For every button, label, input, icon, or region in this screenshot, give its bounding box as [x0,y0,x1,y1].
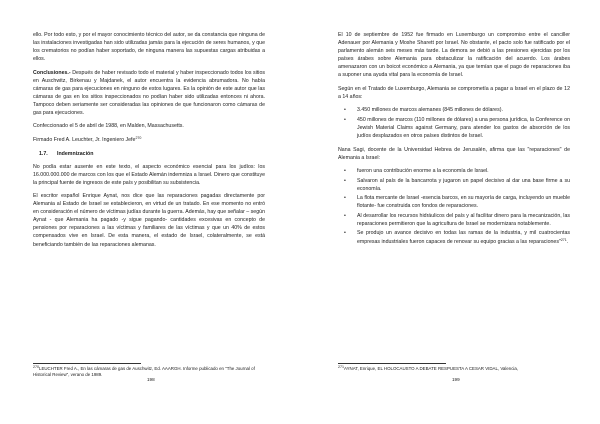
treaty-list [338,106,570,140]
footnote-divider [338,363,446,364]
footnote-divider [33,363,141,364]
section-heading [33,150,265,158]
paragraph: Nana Sagi, docente de la Universidad Hebrea de Jerusalén, afirma que las "reparaciones" de Alemania a Israel: [338,146,570,161]
section-number: 1.7. [39,150,48,157]
list-item: • 3.450 millones de marcos alemanes (845 millones de dólares). [338,106,570,114]
paragraph: El escritor español Enrique Aynat, nos dice que las reparaciones pagadas directamente por Alemania al Estado de Israel se establecieron, en virtud de un tratado. En ese momento no entró en consideración el número de víctimas judías durante la guerra. Además, hay que señalar – según Aynat - que Alemania ha pagado -y sigue pagando- cantidades excesivas en concepto de pensiones por reparaciones a las víctimas y familiares de las víctimas y que un 40% de estos compensados vive en Israel. De esta manera, el estado de Israel, colateralmente, se está beneficiando también de las reparaciones alemanas. [33,193,265,248]
page-number: 199 [452,377,460,382]
list-item: • Al desarrollar los recursos hidráulicos del país y al facilitar dinero para la mecanización, las reparaciones permitieron que la agricultura de Israel se modernizara notablemente. [338,212,570,228]
footnote-mark: 271 [338,364,344,369]
left-page-body [33,31,265,254]
paragraph: No podía estar ausente en este texto, el aspecto económico esencial para los judíos: los 16.000.000.000 de marcos con los que el Estado Alemán indemniza a Israel. Dinero que constituye la principal fuente de ingresos de este país y posibilitan su subsistencia. [33,163,265,186]
list-item-text: Se produjo un avance decisivo en todas las ramas de la industria, y mil cuatrocientas empresas industriales fueron capaces de renovar su equipo gracias a las reparaciones" [357,230,570,245]
footnote-text: AYNAT, Enrique, EL HOLOCAUSTO A DEBATE RESPUESTA A CESAR VIDAL, Valencia, [344,366,519,371]
list-item: • La flota mercante de Israel -esencia barcos, en su mayoría de carga, incluyendo un mueble flotante- fue construida con fondos de reparaciones. [338,194,570,210]
list-item: • 450 millones de marcos (110 millones de dólares) a una persona jurídica, la Conference on Jewish Material Claims against Germany, para atender los gastos de absorción de los judíos desplazados en otros países distintos de Israel. [338,116,570,140]
right-page [300,0,600,424]
signature-text: Firmado Fred A. Leuchter, Jr. Ingeniero Jefe [33,137,136,144]
footnote-mark: 270 [33,364,39,369]
footnote-ref: 271 [560,237,567,242]
signature-line [33,136,265,144]
section-title: Indemnización [57,150,94,157]
paragraph: Confeccionado el 5 de abril de 1988, en Malden, Massachusetts. [33,123,184,130]
list-item: • fueron una contribución enorme a la economía de Israel. [338,167,570,175]
conclusions-paragraph [33,69,265,117]
paragraph: El 10 de septiembre de 1952 fue firmado en Luxemburgo un compromiso entre el canciller Adenauer por Alemania y Moshe Sharett por Israel. No obstante, el pacto solo fue ratificado por el parlamento alemán seis meses más tarde. La demora se debió a las presiones ejercidas por los países árabes sobre Alemania para obstaculizar la ratificación del acuerdo. Los árabes amenazaron con un boicot económico a Alemania, ya que temían que el pago de reparaciones iba a suponer una ayuda vital para la economía de Israel. [338,32,570,79]
reparations-list [338,167,570,245]
list-item: • Salvaron al país de la bancarrota y jugaron un papel decisivo al dar una base firme a su economía. [338,177,570,193]
footnote [338,366,574,372]
list-item [338,229,570,245]
conclusions-text: Después de haber revisado todo el material y haber inspeccionado todos los sitios en Auschwitz, Birkenau y Majdanek, el autor encuentra la evidencia abrumadora. No había cámaras de gas para ejecuciones en ninguno de estos lugares. Es la opinión de este autor que las cámaras de gas en los sitios inspeccionados no podían haber sido utilizadas entonces ni ahora. Tampoco deben seriamente ser consideradas las opiniones de que funcionaron como cámaras de gas para ejecuciones. [33,69,265,116]
footnote-text: LEUCHTER Fred A., En las cámaras de gas de Auschwitz, Ed. AAARGH. Informe publicado en "The Journal of Historical Review", verano de 1989. [33,366,255,378]
right-page-body [338,31,570,251]
page-number: 198 [147,377,155,382]
footnote-ref: 270 [135,135,142,140]
paragraph: Según en el Tratado de Luxemburgo, Alemania se comprometía a pagar a Israel en el plazo de 12 a 14 años: [338,85,570,100]
list-item-tail: . [566,238,569,245]
conclusions-label: Conclusiones.- [33,69,71,76]
paragraph: ello. Por todo esto, y por el mayor conocimiento técnico del autor, se da constancia que ninguna de las instalaciones investigadas han sido utilizadas jamás para la ejecución de seres humanos, y que los crematorios no podían haber soportado, de ninguna manera las supuestas cargas atribuidas a ellos. [33,32,265,63]
